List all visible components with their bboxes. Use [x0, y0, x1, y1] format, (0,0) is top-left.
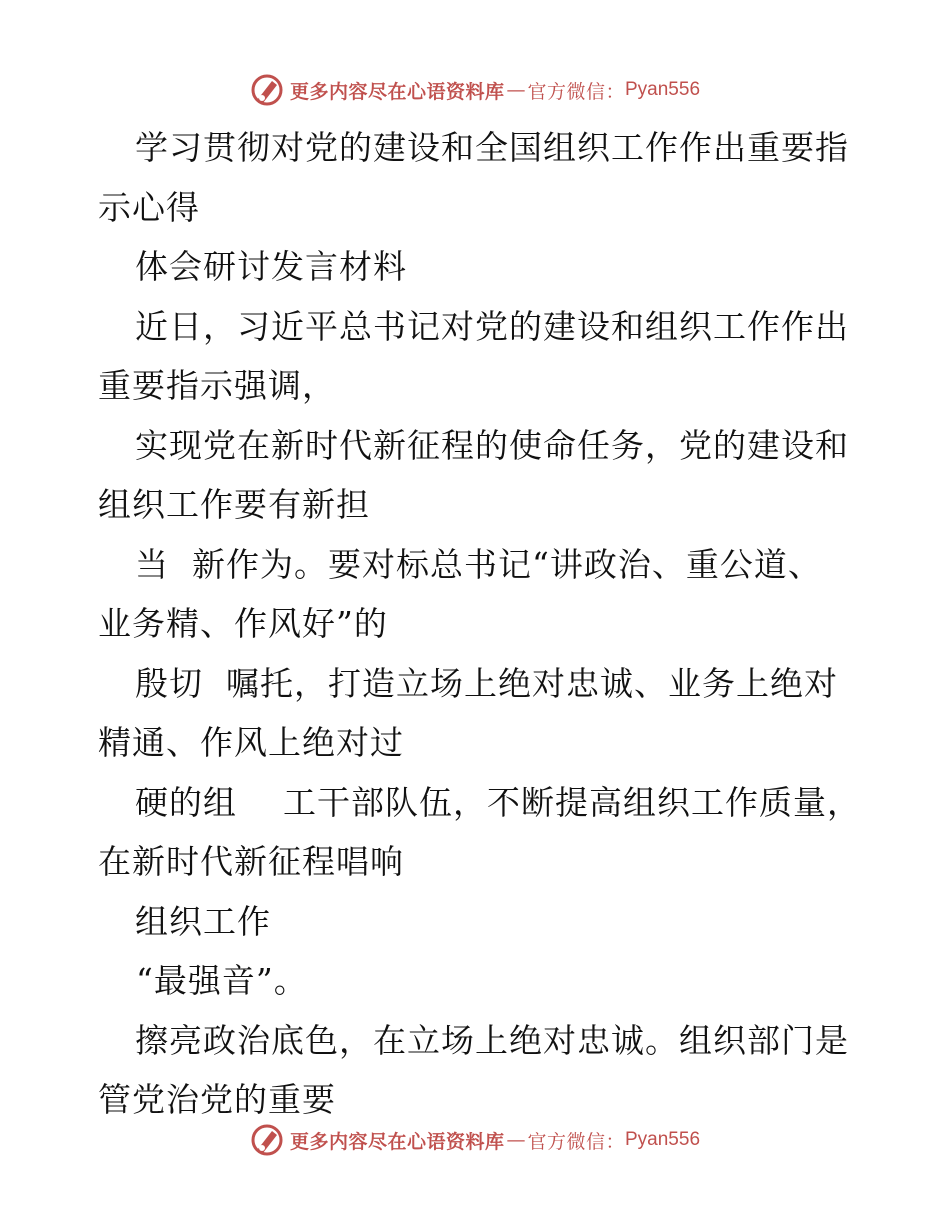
paragraph-line: 业务精、作风好”的 [98, 604, 388, 643]
header-dash: — [506, 79, 526, 101]
footer-banner [0, 1120, 950, 1160]
pen-logo-icon [250, 1123, 284, 1157]
title-line-3: 体会研讨发言材料 [135, 247, 407, 286]
paragraph-line: 实现党在新时代新征程的使命任务，党的建设和 [135, 425, 849, 465]
paragraph-line: 在新时代新征程唱响 [98, 842, 404, 881]
paragraph-line: 殷切 嘱托，打造立场上绝对忠诚、业务上绝对 [135, 663, 838, 703]
paragraph-line: 组织工作要有新担 [98, 485, 370, 524]
footer-account: Pyan556 [625, 1129, 701, 1150]
header-brand: 更多内容尽在心语资料库 [289, 80, 505, 103]
footer-wechat-label: 官方微信： [527, 1130, 625, 1153]
header-banner [0, 70, 950, 110]
paragraph-line: 重要指示强调， [98, 366, 336, 405]
paragraph-line: 管党治党的重要 [98, 1080, 336, 1119]
paragraph-line: 精通、作风上绝对过 [98, 723, 404, 762]
paragraph-line: 组织工作 [135, 901, 271, 941]
paragraph-line: 近日，习近平总书记对党的建设和组织工作作出 [135, 306, 849, 346]
header-wechat-label: 官方微信： [527, 80, 625, 103]
paragraph-line: “最强音”。 [136, 961, 308, 1000]
footer-dash: — [506, 1129, 526, 1151]
pen-logo-icon [250, 73, 284, 107]
paragraph-line: 擦亮政治底色，在立场上绝对忠诚。组织部门是 [135, 1020, 849, 1060]
paragraph-line: 当 新作为。要对标总书记“讲政治、重公道、 [135, 544, 822, 584]
paragraph-line: 硬的组 工干部队伍，不断提高组织工作质量， [135, 782, 861, 822]
header-account: Pyan556 [625, 79, 701, 100]
footer-brand: 更多内容尽在心语资料库 [289, 1130, 505, 1153]
title-line-2: 示心得 [98, 187, 200, 227]
document-body [98, 118, 861, 1130]
title-line-1: 学习贯彻对党的建设和全国组织工作作出重要指 [135, 128, 849, 167]
